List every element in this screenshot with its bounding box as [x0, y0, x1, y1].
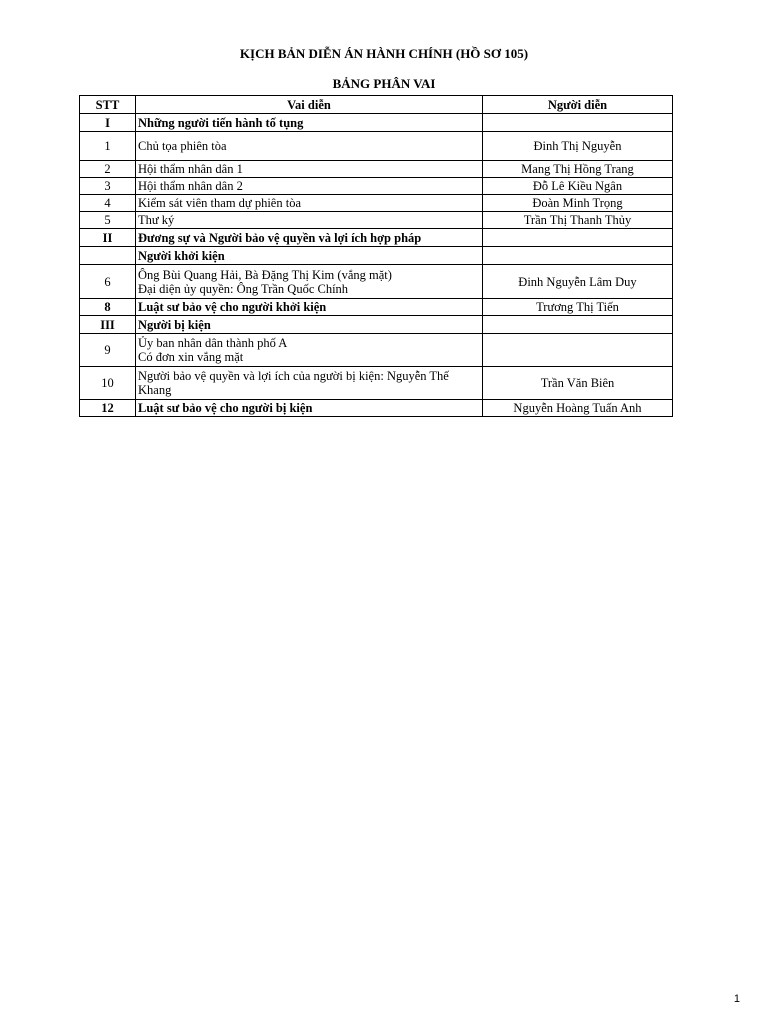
document-subtitle: BẢNG PHÂN VAI [332, 76, 436, 91]
row-stt: 9 [80, 334, 136, 367]
role-line: Người bị kiện [138, 317, 211, 332]
row-role [136, 247, 483, 265]
header-actor: Người diễn [483, 96, 673, 114]
row-role [136, 178, 483, 195]
table-row [80, 367, 673, 400]
role-line: Luật sư bảo vệ cho người khởi kiện [138, 300, 327, 314]
row-actor: Đinh Thị Nguyễn [483, 132, 673, 161]
role-line: Hội thẩm nhân dân 2 [138, 179, 243, 193]
role-line: Người khởi kiện [138, 248, 225, 263]
table-row [80, 229, 673, 247]
role-line: Đại diện ủy quyền: Ông Trần Quốc Chính [138, 281, 349, 296]
row-stt: 6 [80, 265, 136, 299]
row-stt: III [80, 316, 136, 334]
row-actor [483, 229, 673, 247]
table-row [80, 299, 673, 316]
row-actor: Đỗ Lê Kiều Ngân [483, 178, 673, 195]
table-row [80, 212, 673, 229]
role-line: Có đơn xin vắng mặt [138, 350, 244, 364]
table-row [80, 316, 673, 334]
table-header-row [80, 96, 673, 114]
table-row [80, 265, 673, 299]
row-stt: I [80, 114, 136, 132]
row-stt: II [80, 229, 136, 247]
row-stt: 8 [80, 299, 136, 316]
table-row [80, 114, 673, 132]
row-actor: Trần Văn Biên [483, 367, 673, 400]
row-actor: Trương Thị Tiến [483, 299, 673, 316]
row-actor [483, 114, 673, 132]
role-line: Hội thẩm nhân dân 1 [138, 162, 243, 176]
table-row [80, 178, 673, 195]
row-actor [483, 247, 673, 265]
role-line: Khang [138, 383, 172, 397]
row-role [136, 334, 483, 367]
document-title: KỊCH BẢN DIỄN ÁN HÀNH CHÍNH (HỒ SƠ 105) [239, 46, 529, 61]
row-role [136, 212, 483, 229]
row-actor: Trần Thị Thanh Thủy [483, 212, 673, 229]
row-role [136, 265, 483, 299]
row-actor: Nguyễn Hoàng Tuấn Anh [483, 400, 673, 417]
table-row [80, 247, 673, 265]
table-row [80, 195, 673, 212]
role-line: Luật sư bảo vệ cho người bị kiện [138, 401, 313, 415]
role-line: Người bảo vệ quyền và lợi ích của người bị kiện: Nguyễn Thế [138, 369, 449, 383]
row-actor: Mang Thị Hồng Trang [483, 161, 673, 178]
row-actor: Đoàn Minh Trọng [483, 195, 673, 212]
row-stt: 4 [80, 195, 136, 212]
table-row [80, 334, 673, 367]
row-role [136, 367, 483, 400]
row-role [136, 400, 483, 417]
row-stt: 12 [80, 400, 136, 417]
row-stt [80, 247, 136, 265]
role-line: Những người tiến hành tố tụng [138, 115, 304, 130]
cast-table [79, 95, 673, 417]
row-actor [483, 334, 673, 367]
row-role [136, 299, 483, 316]
row-actor: Đinh Nguyễn Lâm Duy [483, 265, 673, 299]
row-stt: 3 [80, 178, 136, 195]
row-role [136, 195, 483, 212]
row-stt: 5 [80, 212, 136, 229]
header-role: Vai diễn [136, 96, 483, 114]
row-actor [483, 316, 673, 334]
role-line: Thư ký [138, 213, 175, 227]
role-line: Đương sự và Người bảo vệ quyền và lợi ích hợp pháp [138, 230, 422, 245]
header-stt: STT [80, 96, 136, 114]
row-stt: 2 [80, 161, 136, 178]
role-line: Chủ tọa phiên tòa [138, 139, 227, 153]
row-stt: 1 [80, 132, 136, 161]
role-line: Ủy ban nhân dân thành phố A [138, 336, 288, 350]
cast-table-body [80, 114, 673, 417]
row-role [136, 161, 483, 178]
role-line: Kiểm sát viên tham dự phiên tòa [138, 196, 301, 210]
table-row [80, 161, 673, 178]
page-number: 1 [733, 993, 740, 1005]
row-role [136, 229, 483, 247]
table-row [80, 132, 673, 161]
table-row [80, 400, 673, 417]
row-role [136, 114, 483, 132]
row-role [136, 132, 483, 161]
row-role [136, 316, 483, 334]
role-line: Ông Bùi Quang Hải, Bà Đặng Thị Kim (vắng mặt) [138, 267, 392, 282]
row-stt: 10 [80, 367, 136, 400]
